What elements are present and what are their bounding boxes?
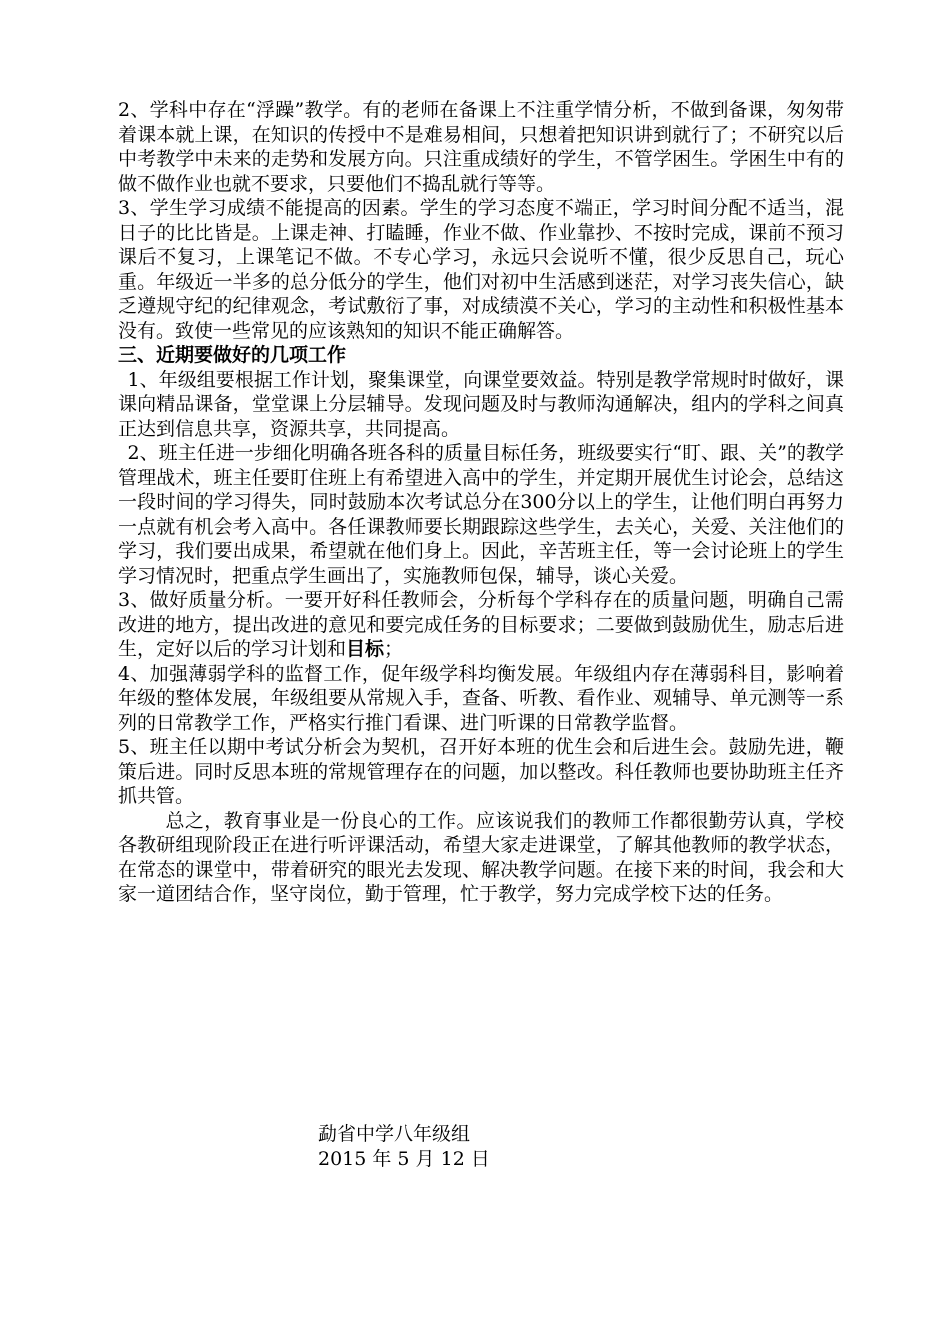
paragraph-subject-issues: 2、学科中存在“浮躁”教学。有的老师在备课上不注重学情分析，不做到备课，匆匆带着课本就上课，在知识的传授中不是难易相间，只想着把知识讲到就行了；不研究以后中考教学中未来的走势和发展方向。只注重成绩好的学生，不管学困生。学困生中有的做不做作业也就不要求，只要他们不捣乱就行等等。 bbox=[118, 99, 844, 195]
signature-date: 2015 年 5 月 12 日 bbox=[318, 1148, 490, 1170]
paragraph-work-item-5: 5、班主任以期中考试分析会为契机，召开好本班的优生会和后进生会。鼓励先进，鞭策后进。同时反思本班的常规管理存在的问题，加以整改。科任教师也要协助班主任齐抓共管。 bbox=[118, 736, 844, 807]
paragraph-work-item-2: 2、班主任进一步细化明确各班各科的质量目标任务，班级要实行“盯、跟、关”的教学管理战术，班主任要盯住班上有希望进入高中的学生，并定期开展优生讨论会，总结这一段时间的学习得失，同时鼓励本次考试总分在300分以上的学生，让他们明白再努力一点就有机会考入高中。各任课教师要长期跟踪这些学生，去关心，关爱、关注他们的学习，我们要出成果，希望就在他们身上。因此，辛苦班主任，等一会讨论班上的学生学习情况时，把重点学生画出了，实施教师包保，辅导，谈心关爱。 bbox=[118, 442, 844, 587]
paragraph-work-item-4: 4、加强薄弱学科的监督工作，促年级学科均衡发展。年级组内存在薄弱科目，影响着年级的整体发展，年级组要从常规入手，查备、听教、看作业、观辅导、单元测等一系列的日常教学工作，严格实行推门看课、进门听课的日常教学监督。 bbox=[118, 662, 844, 734]
section-heading-3: 三、近期要做好的几项工作 bbox=[118, 344, 347, 366]
work-item-3-bold-text: 目标 bbox=[346, 638, 385, 660]
work-item-3-end: ； bbox=[384, 638, 404, 660]
paragraph-conclusion: 总之，教育事业是一份良心的工作。应该说我们的教师工作都很勤劳认真，学校各教研组现阶段正在进行听评课活动，希望大家走进课堂，了解其他教师的教学状态，在常态的课堂中，带着研究的眼光去发现、解决教学问题。在接下来的时间，我会和大家一道团结合作，坚守岗位，勤于管理，忙于教学，努力完成学校下达的任务。 bbox=[118, 809, 844, 905]
paragraph-student-factors: 3、学生学习成绩不能提高的因素。学生的学习态度不端正，学习时间分配不适当，混日子的比比皆是。上课走神、打瞌睡，作业不做、作业靠抄、不按时完成，课前不预习课后不复习，上课笔记不做。不专心学习，永远只会说听不懂，很少反思自己，玩心重。年级近一半多的总分低分的学生，他们对初中生活感到迷茫，对学习丧失信心，缺乏遵规守纪的纪律观念，考试敷衍了事，对成绩漠不关心，学习的主动性和积极性基本没有。致使一些常见的应该熟知的知识不能正确解答。 bbox=[118, 197, 844, 342]
work-item-3-text: 3、做好质量分析。一要开好科任教师会，分析每个学科存在的质量问题，明确自己需改进的地方，提出改进的意见和要完成任务的目标要求；二要做到鼓励优生，励志后进生，定好以后的学习计划和 bbox=[118, 589, 844, 660]
paragraph-work-item-1: 1、年级组要根据工作计划，聚集课堂，向课堂要效益。特别是教学常规时时做好，课课向精品课备，堂堂课上分层辅导。发现问题及时与教师沟通解决，组内的学科之间真正达到信息共享，资源共享，共同提高。 bbox=[118, 368, 844, 440]
paragraph-work-item-3 bbox=[118, 588, 844, 662]
signature-organization: 勐省中学八年级组 bbox=[318, 1123, 471, 1145]
document-body bbox=[118, 98, 844, 907]
signature-block bbox=[318, 1122, 490, 1172]
